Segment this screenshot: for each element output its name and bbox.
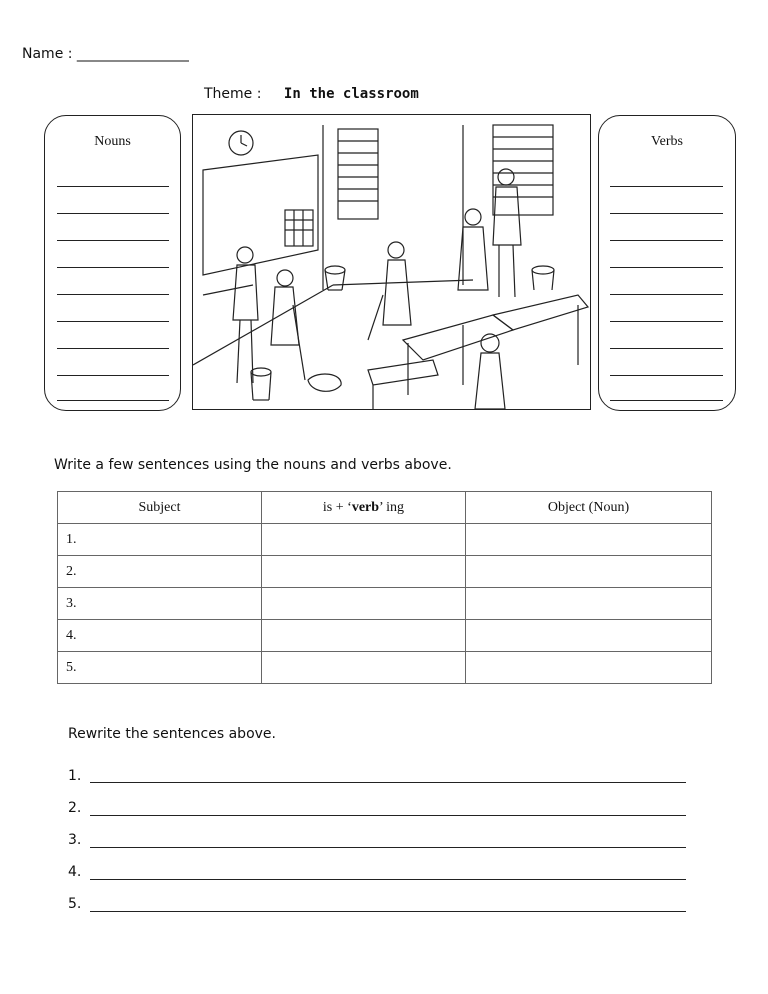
verb-cell[interactable] [262, 620, 466, 652]
rewrite-line[interactable] [90, 879, 686, 880]
verb-cell[interactable] [262, 652, 466, 684]
row-number[interactable]: 5. [58, 652, 262, 684]
header-verb-post: ’ ing [379, 499, 405, 515]
verb-blank[interactable] [610, 294, 723, 295]
verb-blank[interactable] [610, 213, 723, 214]
noun-blank[interactable] [57, 321, 169, 322]
header-object: Object (Noun) [466, 492, 712, 524]
rewrite-number: 1. [68, 768, 82, 784]
name-field-label: Name : ________________ [22, 46, 189, 62]
verb-blank[interactable] [610, 240, 723, 241]
instruction-sentences: Write a few sentences using the nouns and verbs above. [54, 457, 452, 473]
rewrite-number: 3. [68, 832, 82, 848]
noun-blank[interactable] [57, 240, 169, 241]
rewrite-number: 4. [68, 864, 82, 880]
row-number[interactable]: 1. [58, 524, 262, 556]
theme-value: In the classroom [283, 86, 419, 102]
nouns-title: Nouns [94, 134, 131, 149]
table-row [58, 620, 712, 652]
noun-blank[interactable] [57, 213, 169, 214]
theme-line [204, 86, 419, 102]
verb-blank[interactable] [610, 348, 723, 349]
verb-blank[interactable] [610, 267, 723, 268]
header-subject: Subject [58, 492, 262, 524]
header-verb [262, 492, 466, 524]
verb-blank[interactable] [610, 321, 723, 322]
table-row [58, 652, 712, 684]
verb-blank[interactable] [610, 400, 723, 401]
rewrite-line[interactable] [90, 911, 686, 912]
rewrite-number: 5. [68, 896, 82, 912]
theme-label: Theme : [204, 86, 262, 102]
noun-blank[interactable] [57, 267, 169, 268]
noun-blank[interactable] [57, 348, 169, 349]
noun-blank[interactable] [57, 186, 169, 187]
rewrite-line[interactable] [90, 782, 686, 783]
sentence-table [57, 491, 712, 684]
rewrite-number: 2. [68, 800, 82, 816]
verb-blank[interactable] [610, 186, 723, 187]
header-verb-bold: verb [351, 499, 380, 515]
row-number[interactable]: 3. [58, 588, 262, 620]
rewrite-line[interactable] [90, 847, 686, 848]
table-row [58, 556, 712, 588]
classroom-illustration [193, 115, 590, 409]
rewrite-line[interactable] [90, 815, 686, 816]
table-header-row [58, 492, 712, 524]
header-verb-pre: is + ‘ [322, 499, 352, 515]
verb-blank[interactable] [610, 375, 723, 376]
object-cell[interactable] [466, 524, 712, 556]
object-cell[interactable] [466, 652, 712, 684]
object-cell[interactable] [466, 620, 712, 652]
object-cell[interactable] [466, 556, 712, 588]
noun-blank[interactable] [57, 400, 169, 401]
verbs-box [598, 115, 736, 411]
nouns-box [44, 115, 181, 411]
verb-cell[interactable] [262, 588, 466, 620]
row-number[interactable]: 4. [58, 620, 262, 652]
classroom-picture [192, 114, 591, 410]
object-cell[interactable] [466, 588, 712, 620]
verb-cell[interactable] [262, 556, 466, 588]
noun-blank[interactable] [57, 294, 169, 295]
instruction-rewrite: Rewrite the sentences above. [68, 726, 276, 742]
row-number[interactable]: 2. [58, 556, 262, 588]
table-row [58, 588, 712, 620]
table-row [58, 524, 712, 556]
verbs-title: Verbs [651, 134, 683, 149]
noun-blank[interactable] [57, 375, 169, 376]
verb-cell[interactable] [262, 524, 466, 556]
